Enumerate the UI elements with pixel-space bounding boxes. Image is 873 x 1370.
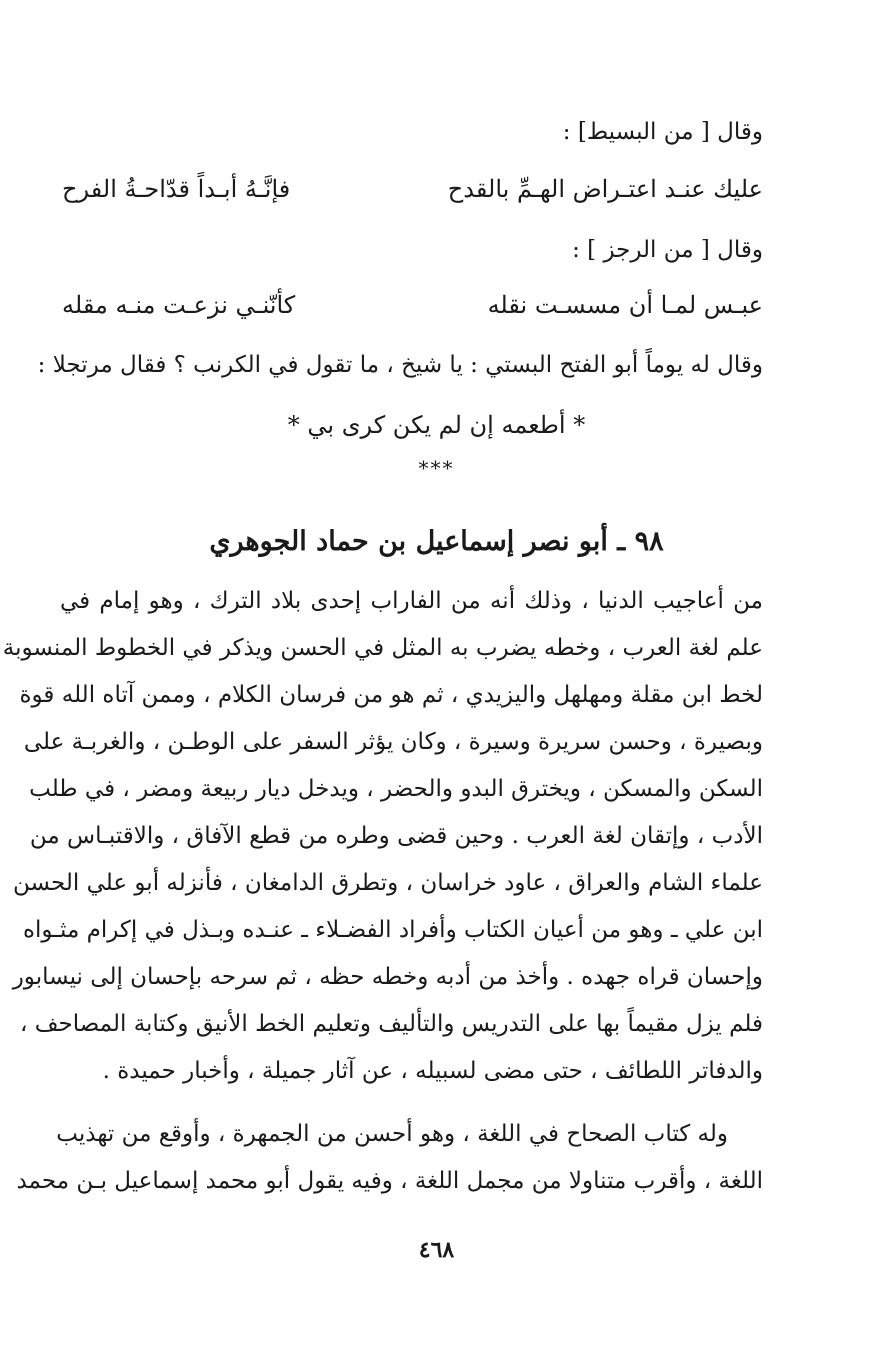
paragraph-line: من أعاجيب الدنيا ، وذلك أنه من الفاراب إحدى بلاد الترك ، وهو إمام في: [60, 588, 763, 614]
section-heading: ٩٨ ـ أبو نصر إسماعيل بن حماد الجوهري: [209, 526, 664, 557]
paragraph-line: علم لغة العرب ، وخطه يضرب به المثل في الحسن ويذكر في الخطوط المنسوبة: [2, 635, 763, 661]
paragraph-line: فلم يزل مقيماً بها على التدريس والتأليف وتعليم الخط الأنيق وكتابة المصاحف ،: [19, 1011, 763, 1037]
paragraph-line: الأدب ، وإتقان لغة العرب . وحين قضى وطره من قطع الآفاق ، والاقتبـاس من: [29, 823, 763, 849]
paragraph-line: وله كتاب الصحاح في اللغة ، وهو أحسن من الجمهرة ، وأوقع من تهذيب: [56, 1121, 728, 1147]
verse-intro-rajaz: وقال [ من الرجز ] :: [572, 237, 763, 263]
anecdote-line: وقال له يوماً أبو الفتح البستي : يا شيخ ، ما تقول في الكرنب ؟ فقال مرتجلا :: [37, 352, 763, 378]
verse-2-first-hemistich: عبـس لمـا أن مسسـت نقله: [487, 291, 763, 319]
paragraph-line: ابن علي ـ وهو من أعيان الكتاب وأفراد الفضـلاء ـ عنـده وبـذل في إكرام مثـواه: [22, 917, 763, 943]
page-number: ٤٦٨: [418, 1237, 455, 1263]
paragraph-line: السكن والمسكن ، ويخترق البدو والحضر ، ويدخل ديار ربيعة ومضر ، في طلب: [29, 776, 763, 802]
verse-intro-basit: وقال [ من البسيط] :: [562, 119, 763, 145]
verse-2-second-hemistich: كأنّنـي نزعـت منـه مقله: [62, 291, 296, 319]
verse-3: * أطعمه إن لم يكن كرى بي *: [287, 411, 586, 439]
verse-1-first-hemistich: عليك عنـد اعتـراض الهـمِّ بالقدح: [447, 175, 763, 203]
paragraph-line: وإحسان قراه جهده . وأخذ من أدبه وخطه حظه ، ثم سرحه بإحسان إلى نيسابور: [12, 964, 763, 990]
paragraph-line: لخط ابن مقلة ومهلهل واليزيدي ، ثم هو من فرسان الكلام ، وممن آتاه الله قوة: [19, 682, 763, 708]
paragraph-line: اللغة ، وأقرب متناولا من مجمل اللغة ، وفيه يقول أبو محمد إسماعيل بـن محمد: [16, 1168, 763, 1194]
paragraph-line: والدفاتر اللطائف ، حتى مضى لسبيله ، عن آثار جميلة ، وأخبار حميدة .: [102, 1058, 763, 1084]
section-separator: ***: [418, 456, 455, 480]
paragraph-line: علماء الشام والعراق ، عاود خراسان ، وتطرق الدامغان ، فأنزله أبو علي الحسن: [13, 870, 763, 896]
paragraph-line: وبصيرة ، وحسن سريرة وسيرة ، وكان يؤثر السفر على الوطـن ، والغربـة على: [23, 729, 763, 755]
verse-1-second-hemistich: فإنَّـهُ أبـداً قدّاحـةُ الفرح: [62, 175, 291, 203]
